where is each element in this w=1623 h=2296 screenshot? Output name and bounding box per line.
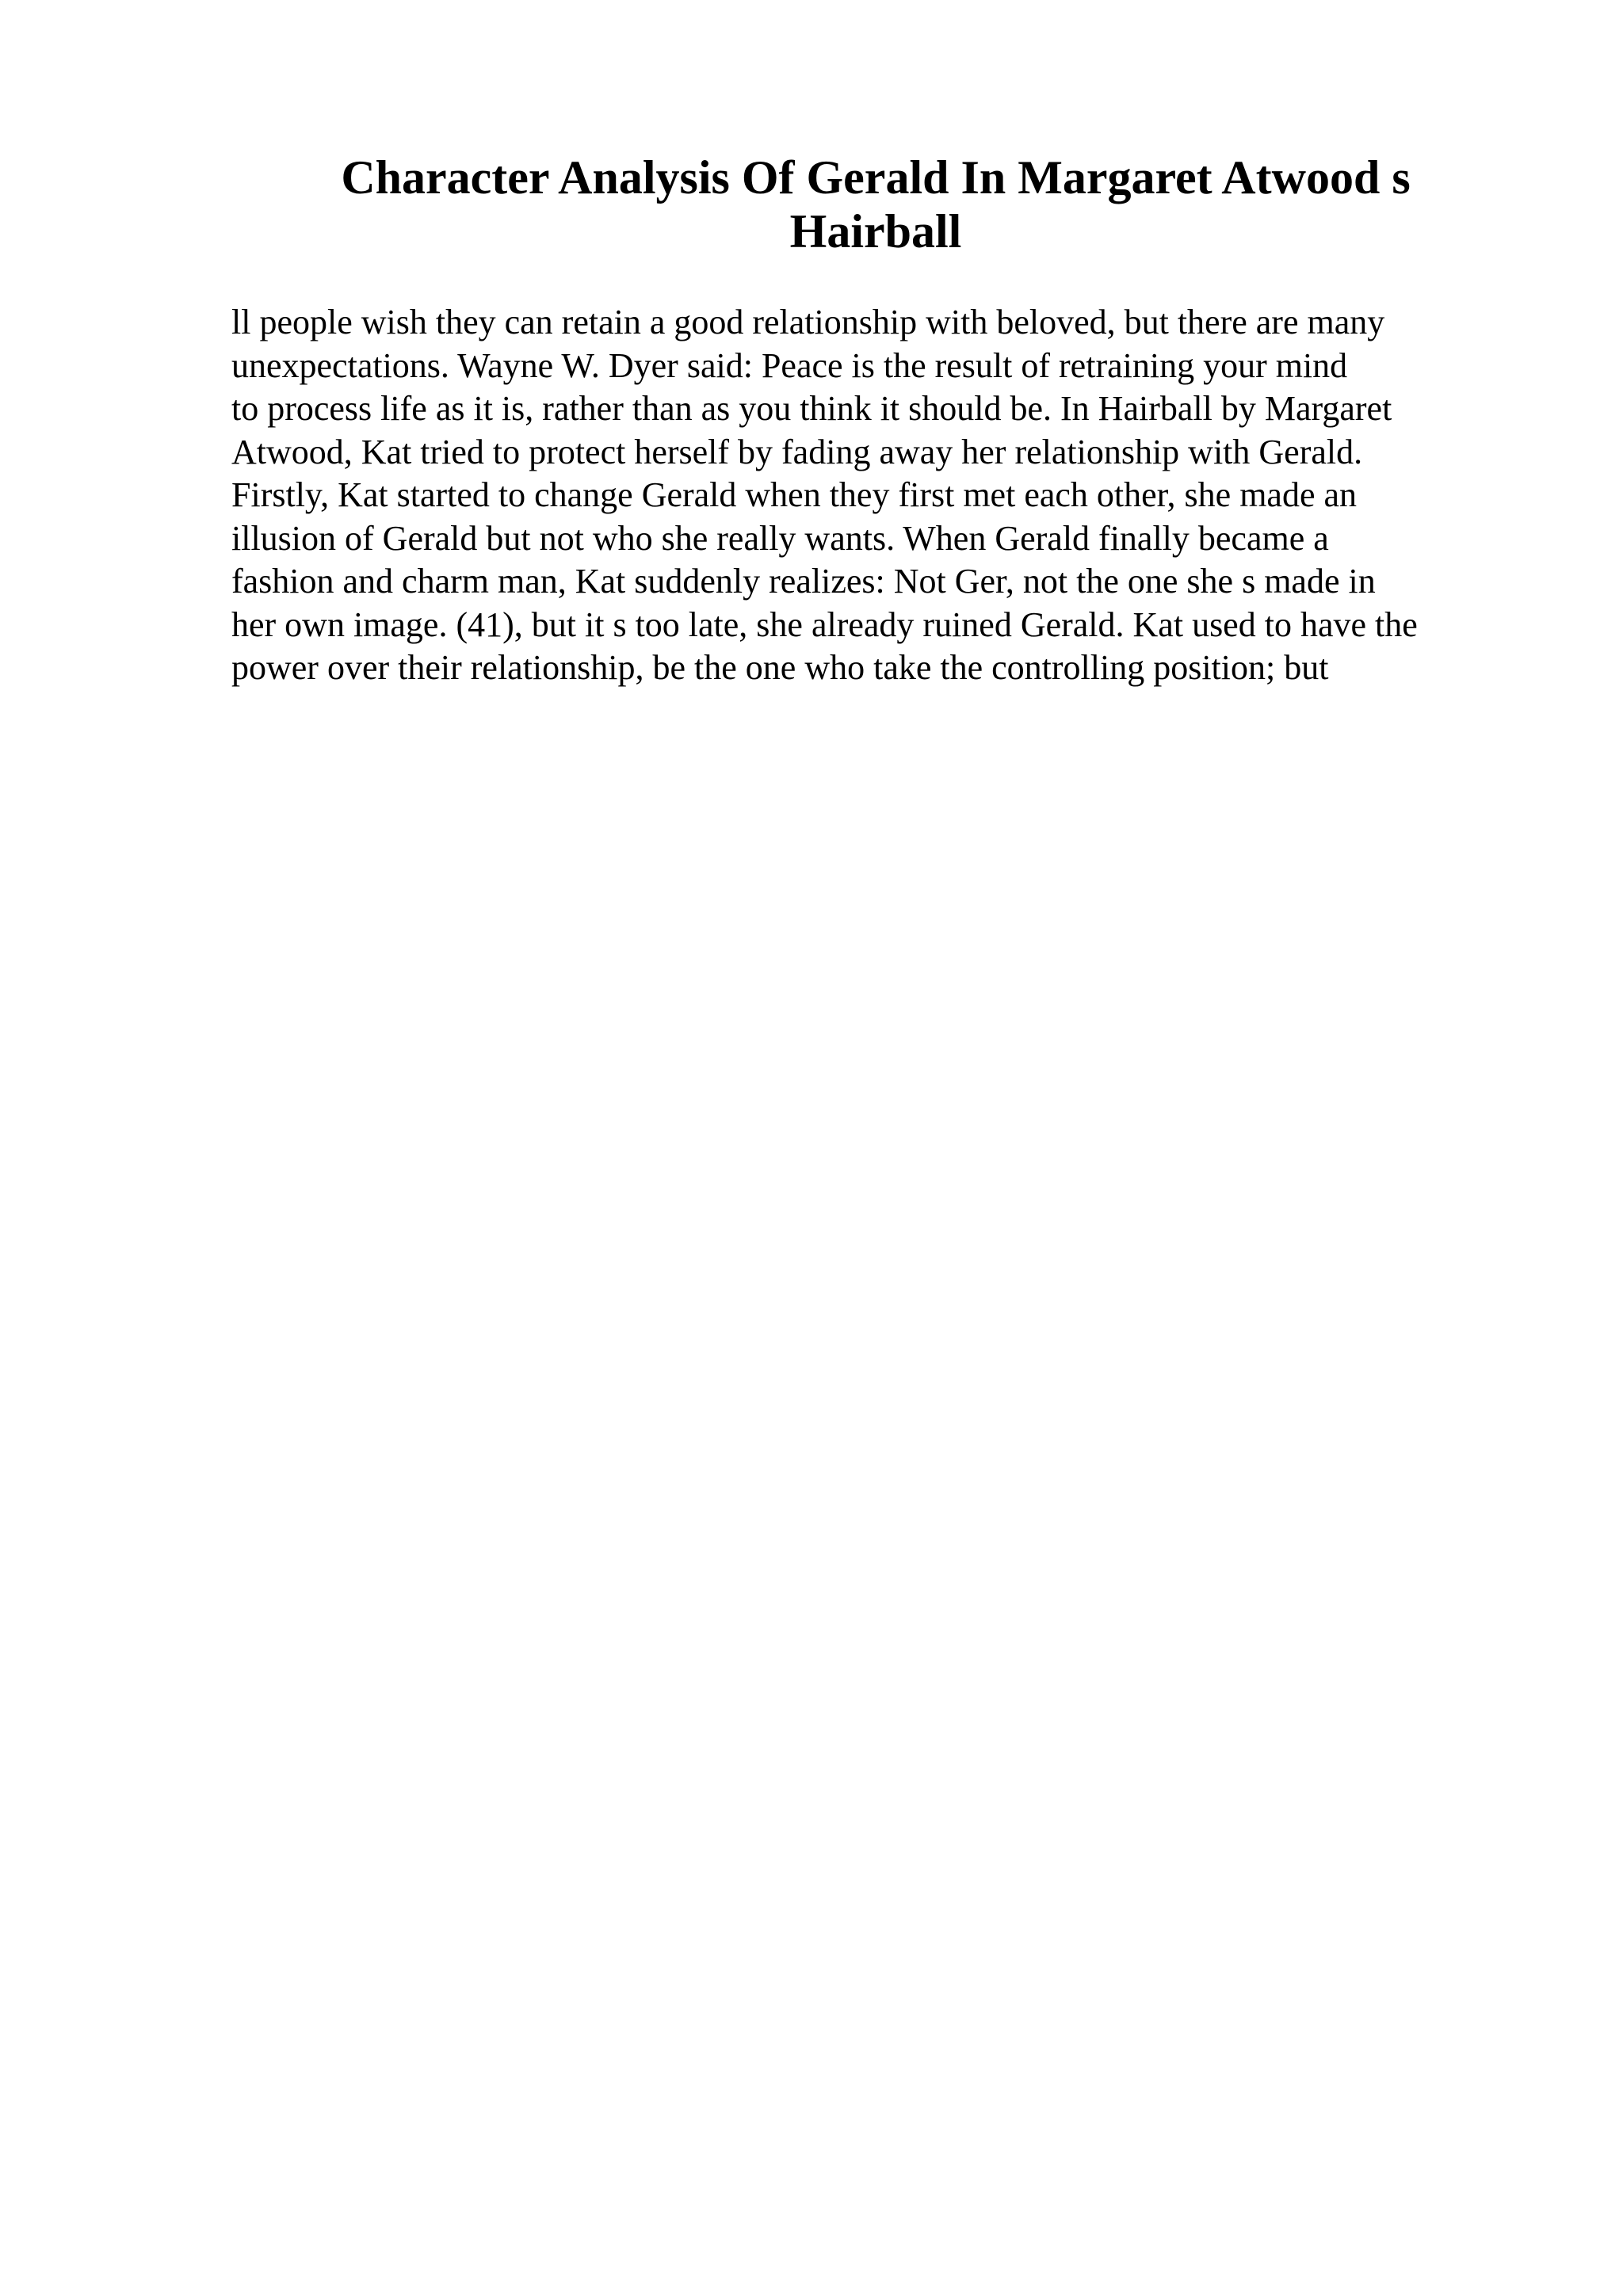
body-line: power over their relationship, be the one who take the controlling position; but — [231, 648, 1329, 687]
title-line: Hairball — [789, 205, 962, 257]
body-line: illusion of Gerald but not who she really wants. When Gerald finally became a — [231, 518, 1329, 558]
body-line: Firstly, Kat started to change Gerald when they first met each other, she made an — [231, 475, 1358, 514]
body-line: her own image. (41), but it s too late, she already ruined Gerald. Kat used to have the — [231, 605, 1418, 644]
body-line: fashion and charm man, Kat suddenly realizes: Not Ger, not the one she s made in — [231, 562, 1376, 601]
body-line: ll people wish they can retain a good relationship with beloved, but there are many — [231, 303, 1385, 341]
body-line: unexpectations. Wayne W. Dyer said: Peace is the result of retraining your mind — [231, 345, 1348, 385]
body-paragraph — [231, 301, 1515, 690]
title-line: Character Analysis Of Gerald In Margaret Atwood s — [341, 151, 1411, 204]
body-line: to process life as it is, rather than as you think it should be. In Hairball by Margaret — [231, 389, 1392, 428]
body-line: Atwood, Kat tried to protect herself by fading away her relationship with Gerald. — [231, 432, 1363, 471]
document-title — [230, 151, 1522, 258]
